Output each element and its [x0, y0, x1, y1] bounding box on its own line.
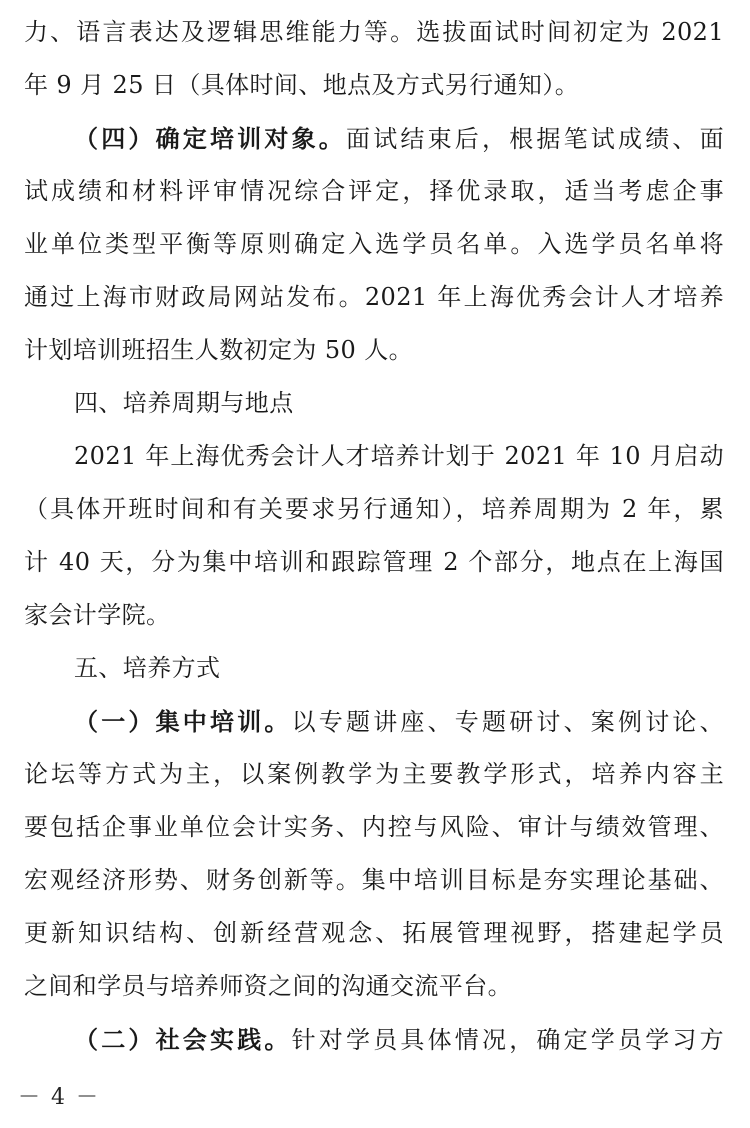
section-heading: 五、培养方式 [74, 654, 221, 682]
text-span: 面试结束后，根据笔试成绩、面 [346, 125, 724, 153]
text-line: 计划培训班招生人数初定为 50 人。 [24, 336, 413, 364]
text-line [24, 695, 724, 748]
subsection-lead: （四）确定培训对象。 [74, 124, 346, 153]
text-line: 要包括企事业单位会计实务、内控与风险、审计与绩效管理、 [24, 813, 724, 841]
text-line: 计 40 天，分为集中培训和跟踪管理 2 个部分，地点在上海国 [24, 548, 724, 576]
subsection-lead: （一）集中培训。 [74, 707, 292, 736]
text-span: 针对学员具体情况，确定学员学习方 [291, 1026, 725, 1054]
text-line: 通过上海市财政局网站发布。2021 年上海优秀会计人才培养 [24, 283, 724, 311]
text-line: （具体开班时间和有关要求另行通知），培养周期为 2 年，累 [24, 495, 724, 523]
text-span: 以专题讲座、专题研讨、案例讨论、 [291, 708, 725, 736]
text-line: 宏观经济形势、财务创新等。集中培训目标是夯实理论基础、 [24, 866, 724, 894]
text-line: 论坛等方式为主，以案例教学为主要教学形式，培养内容主 [24, 760, 724, 788]
text-line: 试成绩和材料评审情况综合评定，择优录取，适当考虑企事 [24, 177, 724, 205]
text-line: 家会计学院。 [24, 601, 171, 629]
subsection-lead: （二）社会实践。 [74, 1025, 292, 1054]
text-line [24, 112, 724, 165]
page-number: － 4 － [18, 1085, 100, 1110]
text-line: 2021 年上海优秀会计人才培养计划于 2021 年 10 月启动 [74, 442, 724, 470]
text-line [24, 1013, 724, 1066]
text-line: 业单位类型平衡等原则确定入选学员名单。入选学员名单将 [24, 230, 724, 258]
text-line: 年 9 月 25 日（具体时间、地点及方式另行通知）。 [24, 71, 580, 99]
text-line: 力、语言表达及逻辑思维能力等。选拔面试时间初定为 2021 [24, 18, 724, 46]
text-line: 更新知识结构、创新经营观念、拓展管理视野，搭建起学员 [24, 919, 724, 947]
body-text [24, 6, 724, 1066]
section-heading: 四、培养周期与地点 [74, 389, 294, 417]
text-line: 之间和学员与培养师资之间的沟通交流平台。 [24, 972, 512, 1000]
